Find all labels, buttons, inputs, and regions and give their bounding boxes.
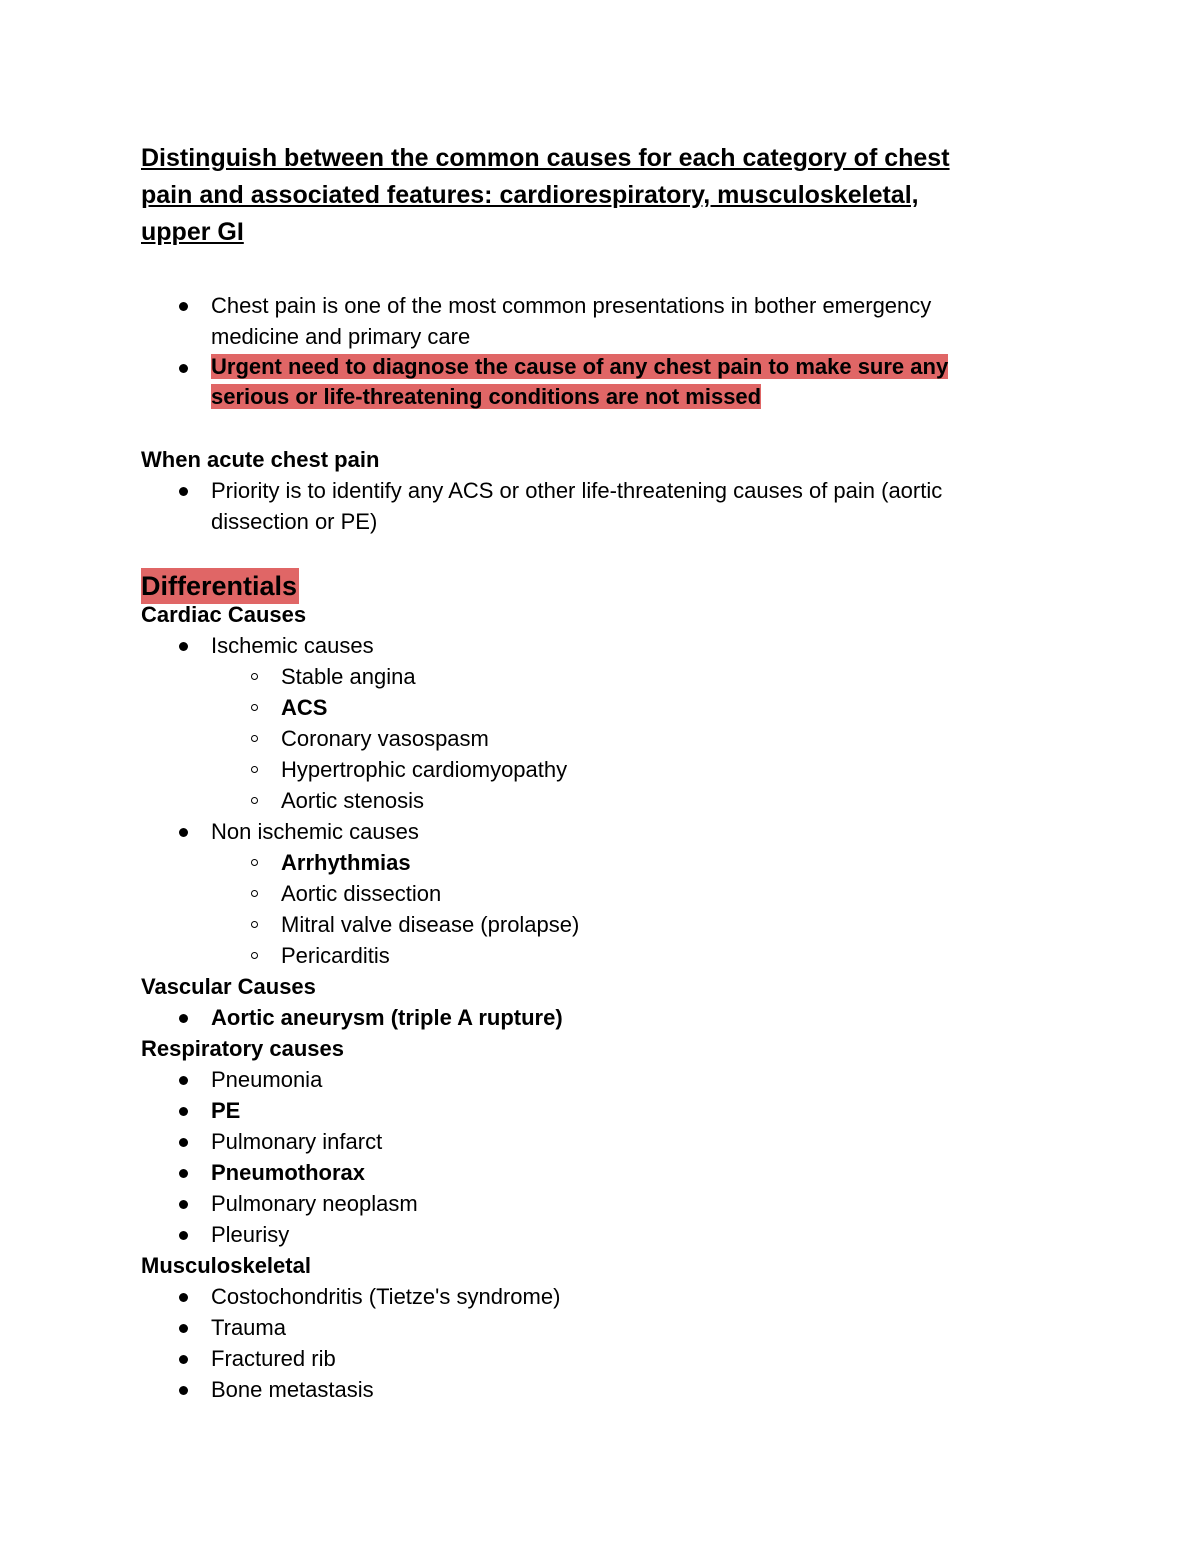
- title-line-1: Distinguish between the common causes for each category of chest: [141, 144, 950, 172]
- sublist-item: [211, 754, 1001, 785]
- ischemic-sublist: [141, 661, 1001, 816]
- non-ischemic-sublist: [141, 847, 1001, 971]
- sublist-item-text: Stable angina: [281, 664, 416, 689]
- sublist-item: [211, 785, 1001, 816]
- list-item: [141, 1095, 1001, 1126]
- list-item: [141, 1157, 1001, 1188]
- sublist-item-text: Coronary vasospasm: [281, 726, 489, 751]
- sublist-item: [211, 723, 1001, 754]
- list-item-text: Pleurisy: [211, 1222, 290, 1247]
- list-item: [141, 475, 1001, 537]
- sublist-item: [211, 878, 1001, 909]
- list-item: [141, 1374, 1001, 1405]
- sublist-item: [211, 847, 1001, 878]
- sublist-item-text: Aortic stenosis: [281, 788, 425, 813]
- ischemic-label: Ischemic causes: [211, 633, 374, 658]
- list-item: [141, 1188, 1001, 1219]
- list-item-text: Bone metastasis: [211, 1377, 374, 1402]
- sublist-item-text: Hypertrophic cardiomyopathy: [281, 757, 568, 782]
- sublist-item-text: Arrhythmias: [281, 850, 411, 875]
- sublist-item: [211, 692, 1001, 723]
- list-item-text: Pulmonary neoplasm: [211, 1191, 418, 1216]
- sublist-item: [211, 940, 1001, 971]
- list-item-text: Costochondritis (Tietze's syndrome): [211, 1284, 561, 1309]
- musculoskeletal-list: [141, 1281, 1041, 1405]
- list-item: [141, 1064, 1001, 1095]
- list-item: [141, 630, 1001, 816]
- sublist-item-text: ACS: [281, 695, 328, 720]
- vascular-heading: Vascular Causes: [141, 974, 316, 999]
- intro-bullet-1-text: Chest pain is one of the most common presentations in bother emergency medicine and primary care: [211, 293, 932, 349]
- document-page: [141, 140, 1041, 1405]
- list-item: [141, 1281, 1001, 1312]
- list-item-text: Pulmonary infarct: [211, 1129, 383, 1154]
- list-item-text: Pneumonia: [211, 1067, 323, 1092]
- respiratory-list: [141, 1064, 1041, 1250]
- list-item: [141, 1312, 1001, 1343]
- musculoskeletal-heading: Musculoskeletal: [141, 1253, 311, 1278]
- list-item: [141, 290, 1001, 352]
- title-line-3: upper GI: [141, 218, 244, 246]
- list-item-text: Trauma: [211, 1315, 286, 1340]
- list-item: [141, 1219, 1001, 1250]
- sublist-item-text: Pericarditis: [281, 943, 390, 968]
- vascular-list: [141, 1002, 1041, 1033]
- list-item: [141, 1002, 1001, 1033]
- respiratory-heading: Respiratory causes: [141, 1036, 344, 1061]
- sublist-item-text: Aortic dissection: [281, 881, 442, 906]
- sublist-item: [211, 909, 1001, 940]
- list-item: [141, 1126, 1001, 1157]
- list-item-text: Fractured rib: [211, 1346, 336, 1371]
- list-item: [141, 1343, 1001, 1374]
- cardiac-heading: Cardiac Causes: [141, 602, 307, 627]
- sublist-item: [211, 661, 1001, 692]
- sublist-item-text: Mitral valve disease (prolapse): [281, 912, 580, 937]
- list-item-text: Aortic aneurysm (triple A rupture): [211, 1005, 563, 1030]
- list-item-text: PE: [211, 1098, 241, 1123]
- non-ischemic-label: Non ischemic causes: [211, 819, 419, 844]
- acute-bullet-1-text: Priority is to identify any ACS or other life-threatening causes of pain (aortic dissection or PE): [211, 478, 943, 534]
- differentials-heading: Differentials: [141, 568, 299, 604]
- document-title: [141, 140, 1041, 251]
- list-item-text: Pneumothorax: [211, 1160, 366, 1185]
- list-item: [141, 352, 1001, 412]
- list-item: [141, 816, 1001, 971]
- acute-list: [141, 475, 1041, 537]
- acute-heading: When acute chest pain: [141, 447, 380, 472]
- title-line-2: pain and associated features: cardiorespiratory, musculoskeletal,: [141, 181, 919, 209]
- urgent-highlight-text: Urgent need to diagnose the cause of any chest pain to make sure any serious or life-threatening conditions are not missed: [211, 354, 949, 409]
- cardiac-list: [141, 630, 1041, 971]
- intro-list: [141, 290, 1041, 412]
